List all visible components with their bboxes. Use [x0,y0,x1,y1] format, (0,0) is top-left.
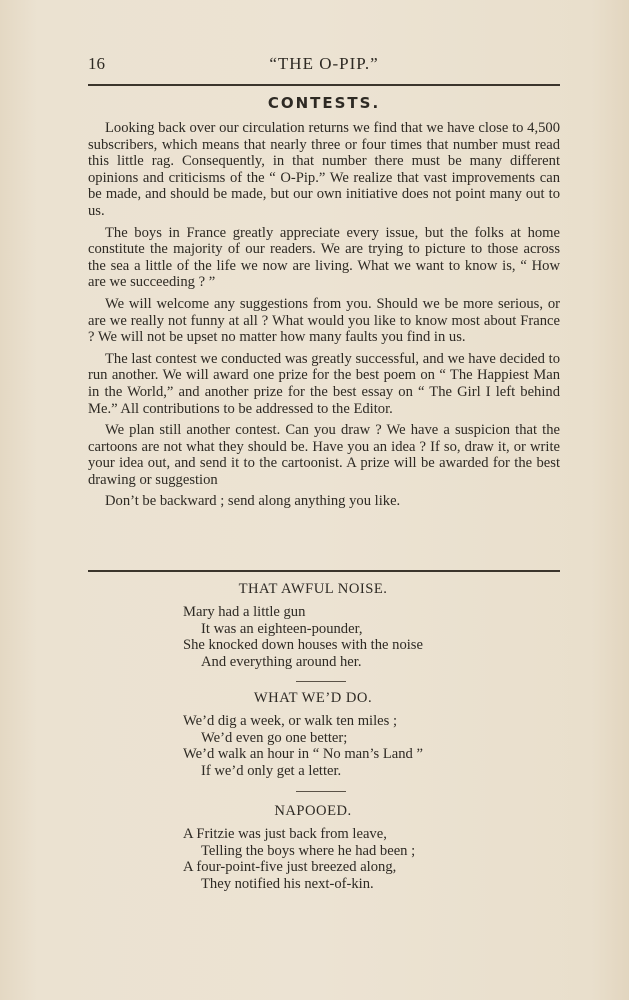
poem-line: A Fritzie was just back from leave, [183,825,387,842]
paragraph: Looking back over our circulation returns we find that we have close to 4,500 subscribers, which means that nearly three or four times that number must read this little rag. Consequently, in that number there must be many different opinions and criticisms of the “ O-Pip.” We realize that vast improvements can be made, and should be made, but our own initiative does not point many out to us. [88,120,560,219]
page-number: 16 [88,54,105,73]
running-title: “THE O-PIP.” [269,54,379,73]
poem-title: NAPOOED. [274,803,352,819]
poem-title: WHAT WE’D DO. [253,690,373,706]
paragraph: The last contest we conducted was greatly successful, and we have decided to run another. We will award one prize for the best poem on “ The Happiest Man in the World,” and another prize for the best essay on “ The Girl I left behind Me.” All contributions to be addressed to the Editor. [88,350,560,417]
poem-divider [296,791,346,792]
poem-that-awful-noise [183,581,513,671]
poem-line: We’d walk an hour in “ No man’s Land ” [183,746,423,763]
section-title: CONTESTS. [267,94,381,112]
poem-line: And everything around her. [201,654,362,671]
poem-title: THAT AWFUL NOISE. [238,581,388,597]
paragraph: Don’t be backward ; send along anything you like. [105,493,401,510]
poem-line: We’d dig a week, or walk ten miles ; [183,712,398,729]
poem-line: They notified his next-of-kin. [201,876,374,893]
section-divider-rule [88,570,560,572]
poem-line: She knocked down houses with the noise [183,637,423,654]
paragraph: We plan still another contest. Can you draw ? We have a suspicion that the cartoons are not what they should be. Have you an idea ? If so, draw it, or write your idea out, and send it to the cartoonist. A prize will be awarded for the best drawing or suggestion [88,422,560,488]
poem-line: Mary had a little gun [183,603,306,620]
paragraph: The boys in France greatly appreciate every issue, but the folks at home constitute the majority of our readers. We are trying to picture to those across the sea a little of the life we now are living. What we want to know is, “ How are we succeeding ? ” [88,224,560,291]
paragraph: We will welcome any suggestions from you. Should we be more serious, or are we really not funny at all ? What would you like to know most about France ? We will not be upset no matter how many faults you find in us. [88,295,560,346]
poem-napooed [183,803,513,893]
poem-line: If we’d only get a letter. [201,763,342,780]
poem-line: It was an eighteen-pounder, [201,620,363,637]
header-rule [88,84,560,86]
poem-line: Telling the boys where he had been ; [201,842,416,859]
article-body [88,120,560,515]
poem-line: A four-point-five just breezed along, [183,859,397,876]
poem-divider [296,681,346,682]
poem-what-wed-do [183,690,513,780]
poem-line: We’d even go one better; [201,729,348,746]
page-header [88,54,560,76]
